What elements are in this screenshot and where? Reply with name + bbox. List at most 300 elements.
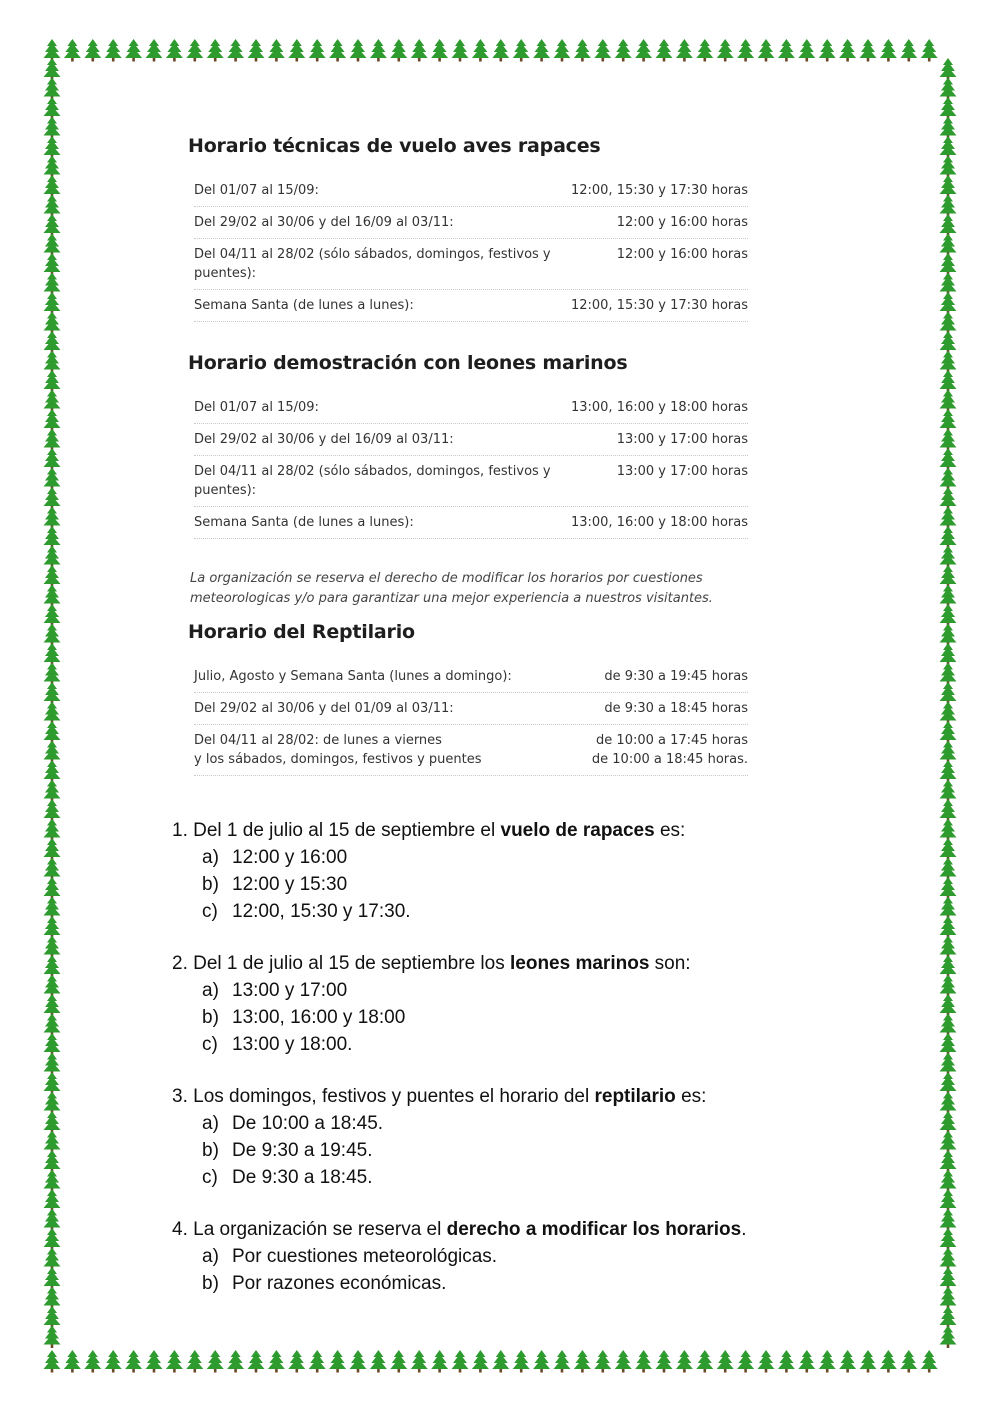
- pine-tree-icon: [737, 39, 754, 62]
- option-text: De 9:30 a 18:45.: [232, 1167, 373, 1188]
- pine-tree-icon: [44, 468, 61, 491]
- times-text: 12:00 y 16:00 horas: [616, 247, 748, 262]
- pine-tree-icon: [411, 1350, 428, 1373]
- pine-tree-icon: [44, 741, 61, 764]
- pine-tree-icon: [940, 136, 957, 159]
- pine-tree-icon: [248, 1350, 265, 1373]
- pine-tree-icon: [696, 1350, 713, 1373]
- pine-tree-icon: [105, 1350, 122, 1373]
- answer-option[interactable]: [172, 1243, 832, 1270]
- pine-tree-icon: [390, 39, 407, 62]
- pine-tree-icon: [940, 331, 957, 354]
- pine-tree-icon: [207, 1350, 224, 1373]
- pine-tree-icon: [940, 195, 957, 218]
- pine-tree-icon: [44, 1287, 61, 1310]
- pine-tree-icon: [44, 234, 61, 257]
- pine-tree-icon: [860, 39, 877, 62]
- pine-tree-icon: [940, 975, 957, 998]
- pine-tree-icon: [554, 39, 571, 62]
- period-text: Del 29/02 al 30/06 y del 16/09 al 03/11:: [194, 215, 454, 230]
- pine-tree-icon: [44, 546, 61, 569]
- pine-tree-icon: [370, 39, 387, 62]
- pine-tree-icon: [44, 760, 61, 783]
- pine-tree-icon: [44, 370, 61, 393]
- answer-option[interactable]: [172, 871, 832, 898]
- pine-tree-icon: [248, 39, 265, 62]
- option-letter: a): [202, 847, 219, 868]
- pine-tree-icon: [44, 604, 61, 627]
- pine-tree-icon: [44, 780, 61, 803]
- notice-line: La organización se reserva el derecho de modificar los horarios por cuestiones: [190, 571, 703, 586]
- option-letter: c): [202, 1167, 218, 1188]
- pine-tree-icon: [44, 916, 61, 939]
- pine-tree-icon: [940, 1033, 957, 1056]
- pine-tree-icon: [44, 175, 61, 198]
- option-text: Por cuestiones meteorológicas.: [232, 1246, 498, 1267]
- pine-tree-icon: [44, 253, 61, 276]
- question-keyword: vuelo de rapaces: [500, 820, 655, 841]
- schedule-row: [194, 207, 748, 239]
- pine-tree-icon: [44, 1209, 61, 1232]
- pine-tree-icon: [44, 1306, 61, 1329]
- option-letter: a): [202, 1246, 219, 1267]
- question-keyword: derecho a modificar los horarios: [446, 1219, 742, 1240]
- pine-tree-icon: [940, 507, 957, 530]
- period-line: y los sábados, domingos, festivos y puentes: [194, 752, 482, 767]
- pine-tree-icon: [44, 585, 61, 608]
- pine-tree-icon: [940, 370, 957, 393]
- pine-tree-icon: [940, 741, 957, 764]
- schedule-row: [194, 661, 748, 693]
- pine-tree-icon: [44, 526, 61, 549]
- pine-tree-icon: [940, 955, 957, 978]
- option-text: De 9:30 a 19:45.: [232, 1140, 373, 1161]
- pine-tree-icon: [940, 624, 957, 647]
- question-text-end: .: [741, 1219, 747, 1240]
- pine-tree-icon: [635, 39, 652, 62]
- pine-tree-icon: [940, 1267, 957, 1290]
- answer-option[interactable]: [172, 1137, 832, 1164]
- pine-tree-icon: [146, 1350, 163, 1373]
- pine-tree-icon: [44, 877, 61, 900]
- pine-tree-icon: [44, 195, 61, 218]
- pine-tree-icon: [513, 39, 530, 62]
- question-text-end: son:: [649, 953, 691, 974]
- pine-tree-icon: [940, 682, 957, 705]
- pine-tree-icon: [940, 1189, 957, 1212]
- schedule-row: [194, 693, 748, 725]
- schedule-row: [194, 424, 748, 456]
- pine-tree-icon: [737, 1350, 754, 1373]
- pine-tree-icon: [44, 331, 61, 354]
- pine-tree-icon: [472, 39, 489, 62]
- pine-tree-icon: [900, 39, 917, 62]
- pine-tree-icon: [940, 702, 957, 725]
- pine-tree-icon: [309, 1350, 326, 1373]
- pine-tree-icon: [44, 1150, 61, 1173]
- pine-tree-icon: [44, 507, 61, 530]
- question-text: Del 1 de julio al 15 de septiembre los: [193, 953, 510, 974]
- period-text: Del 29/02 al 30/06 y del 01/09 al 03/11:: [194, 701, 454, 716]
- pine-tree-icon: [44, 1092, 61, 1115]
- question-keyword: leones marinos: [510, 953, 650, 974]
- question-keyword: reptilario: [594, 1086, 676, 1107]
- pine-tree-icon: [717, 39, 734, 62]
- times-text: 13:00 y 17:00 horas: [616, 432, 748, 447]
- pine-tree-icon: [940, 819, 957, 842]
- period-text: Julio, Agosto y Semana Santa (lunes a domingo):: [194, 669, 512, 684]
- period-line: Del 04/11 al 28/02: de lunes a viernes: [194, 733, 442, 748]
- answer-option[interactable]: [172, 1031, 832, 1058]
- pine-tree-icon: [533, 39, 550, 62]
- pine-tree-icon: [44, 702, 61, 725]
- pine-tree-icon: [940, 1092, 957, 1115]
- pine-tree-icon: [370, 1350, 387, 1373]
- times-text: 13:00, 16:00 y 18:00 horas: [570, 400, 748, 415]
- pine-tree-icon: [84, 1350, 101, 1373]
- pine-tree-icon: [940, 838, 957, 861]
- pine-tree-icon: [940, 78, 957, 101]
- pine-tree-icon: [940, 1209, 957, 1232]
- pine-tree-icon: [819, 39, 836, 62]
- option-letter: a): [202, 1113, 219, 1134]
- option-text: 13:00, 16:00 y 18:00: [232, 1007, 406, 1028]
- pine-tree-icon: [329, 1350, 346, 1373]
- pine-tree-icon: [940, 565, 957, 588]
- pine-tree-icon: [44, 799, 61, 822]
- pine-tree-icon: [44, 1033, 61, 1056]
- pine-tree-icon: [940, 1170, 957, 1193]
- pine-tree-icon: [44, 936, 61, 959]
- pine-tree-icon: [186, 39, 203, 62]
- pine-tree-icon: [350, 39, 367, 62]
- schedule-row: [194, 725, 748, 776]
- pine-tree-icon: [940, 273, 957, 296]
- question-stem: [172, 951, 832, 977]
- pine-tree-icon: [44, 58, 61, 81]
- pine-tree-icon: [44, 1053, 61, 1076]
- pine-tree-icon: [44, 1350, 61, 1373]
- option-text: 13:00 y 17:00: [232, 980, 348, 1001]
- pine-tree-icon: [309, 39, 326, 62]
- times-text: 13:00 y 17:00 horas: [616, 464, 748, 479]
- times-text: 13:00, 16:00 y 18:00 horas: [570, 515, 748, 530]
- pine-tree-icon: [166, 39, 183, 62]
- pine-tree-icon: [492, 1350, 509, 1373]
- option-letter: b): [202, 1007, 219, 1028]
- question-number: 1.: [172, 820, 188, 841]
- pine-tree-icon: [492, 39, 509, 62]
- pine-tree-icon: [44, 1326, 61, 1349]
- schedule-row: [194, 290, 748, 322]
- pine-tree-icon: [615, 39, 632, 62]
- pine-tree-icon: [350, 1350, 367, 1373]
- pine-tree-icon: [940, 643, 957, 666]
- pine-tree-icon: [472, 1350, 489, 1373]
- pine-tree-icon: [64, 39, 81, 62]
- pine-tree-icon: [758, 39, 775, 62]
- option-letter: a): [202, 980, 219, 1001]
- pine-tree-icon: [452, 39, 469, 62]
- pine-tree-icon: [940, 1150, 957, 1173]
- pine-tree-icon: [798, 1350, 815, 1373]
- pine-tree-icon: [44, 838, 61, 861]
- pine-tree-icon: [390, 1350, 407, 1373]
- pine-tree-icon: [940, 877, 957, 900]
- period-text: Del 04/11 al 28/02 (sólo sábados, domingos, festivos y puentes):: [194, 247, 551, 281]
- pine-tree-icon: [452, 1350, 469, 1373]
- pine-tree-icon: [676, 1350, 693, 1373]
- pine-tree-icon: [940, 175, 957, 198]
- pine-tree-icon: [940, 468, 957, 491]
- pine-tree-icon: [940, 97, 957, 120]
- option-letter: b): [202, 1273, 219, 1294]
- pine-tree-icon: [84, 39, 101, 62]
- pine-tree-icon: [940, 409, 957, 432]
- pine-tree-icon: [44, 1131, 61, 1154]
- period-text: Del 01/07 al 15/09:: [194, 183, 319, 198]
- pine-tree-icon: [940, 448, 957, 471]
- schedule-table: [194, 175, 748, 322]
- pine-tree-icon: [940, 994, 957, 1017]
- question-3: [172, 1084, 832, 1191]
- pine-tree-icon: [44, 1014, 61, 1037]
- pine-tree-icon: [44, 429, 61, 452]
- pine-tree-icon: [676, 39, 693, 62]
- answer-option[interactable]: [172, 1270, 832, 1297]
- question-4: [172, 1217, 832, 1297]
- pine-tree-icon: [44, 1189, 61, 1212]
- section-rapaces: [188, 135, 748, 322]
- question-text-end: es:: [654, 820, 686, 841]
- answer-option[interactable]: [172, 898, 832, 925]
- pine-tree-icon: [554, 1350, 571, 1373]
- pine-tree-icon: [940, 117, 957, 140]
- pine-tree-icon: [431, 39, 448, 62]
- section-title: Horario demostración con leones marinos: [188, 352, 628, 374]
- pine-tree-icon: [329, 39, 346, 62]
- pine-tree-icon: [44, 156, 61, 179]
- pine-tree-icon: [64, 1350, 81, 1373]
- period-text: Del 29/02 al 30/06 y del 16/09 al 03/11:: [194, 432, 454, 447]
- times-text: de 9:30 a 18:45 horas: [604, 701, 748, 716]
- pine-tree-icon: [940, 897, 957, 920]
- schedule-table: [194, 661, 748, 776]
- pine-tree-icon: [940, 916, 957, 939]
- pine-tree-icon: [940, 799, 957, 822]
- pine-tree-icon: [105, 39, 122, 62]
- pine-tree-icon: [431, 1350, 448, 1373]
- question-number: 2.: [172, 953, 188, 974]
- pine-tree-icon: [900, 1350, 917, 1373]
- pine-tree-icon: [574, 1350, 591, 1373]
- pine-tree-icon: [44, 643, 61, 666]
- times-line: de 10:00 a 18:45 horas.: [591, 752, 748, 767]
- pine-tree-icon: [44, 214, 61, 237]
- pine-tree-icon: [594, 1350, 611, 1373]
- option-text: De 10:00 a 18:45.: [232, 1113, 384, 1134]
- pine-tree-icon: [778, 39, 795, 62]
- pine-tree-icon: [940, 487, 957, 510]
- pine-tree-icon: [533, 1350, 550, 1373]
- pine-tree-icon: [44, 819, 61, 842]
- pine-tree-icon: [44, 487, 61, 510]
- pine-tree-icon: [940, 1014, 957, 1037]
- pine-tree-icon: [44, 1267, 61, 1290]
- section-title: Horario del Reptilario: [188, 621, 415, 643]
- pine-tree-icon: [940, 546, 957, 569]
- question-text-end: es:: [675, 1086, 707, 1107]
- pine-tree-icon: [880, 1350, 897, 1373]
- times-text: 12:00, 15:30 y 17:30 horas: [570, 183, 748, 198]
- pine-tree-icon: [44, 351, 61, 374]
- pine-tree-icon: [940, 253, 957, 276]
- answer-option[interactable]: [172, 844, 832, 871]
- pine-tree-icon: [940, 1072, 957, 1095]
- pine-tree-icon: [778, 1350, 795, 1373]
- question-number: 3.: [172, 1086, 188, 1107]
- pine-tree-icon: [940, 234, 957, 257]
- pine-tree-icon: [574, 39, 591, 62]
- pine-tree-icon: [44, 975, 61, 998]
- schedule-row: [194, 175, 748, 207]
- pine-tree-icon: [44, 858, 61, 881]
- pine-tree-icon: [44, 292, 61, 315]
- pine-tree-icon: [44, 409, 61, 432]
- period-text: [194, 731, 564, 769]
- pine-tree-icon: [44, 117, 61, 140]
- schedule-row: [194, 239, 748, 290]
- pine-tree-icon: [940, 1326, 957, 1349]
- pine-tree-icon: [44, 312, 61, 335]
- quiz-questions: [172, 818, 832, 1323]
- pine-tree-icon: [44, 994, 61, 1017]
- pine-tree-icon: [656, 39, 673, 62]
- times-text: 12:00 y 16:00 horas: [616, 215, 748, 230]
- pine-tree-icon: [940, 1131, 957, 1154]
- period-text: Del 04/11 al 28/02 (sólo sábados, domingos, festivos y puentes):: [194, 464, 551, 498]
- pine-tree-icon: [44, 390, 61, 413]
- pine-tree-icon: [758, 1350, 775, 1373]
- pine-tree-icon: [44, 273, 61, 296]
- pine-tree-icon: [819, 1350, 836, 1373]
- pine-tree-icon: [125, 39, 142, 62]
- question-text: Del 1 de julio al 15 de septiembre el: [193, 820, 501, 841]
- pine-tree-icon: [940, 58, 957, 81]
- times-text: de 9:30 a 19:45 horas: [604, 669, 748, 684]
- pine-tree-icon: [44, 39, 61, 62]
- pine-tree-icon: [940, 858, 957, 881]
- pine-tree-icon: [940, 351, 957, 374]
- period-text: Del 01/07 al 15/09:: [194, 400, 319, 415]
- pine-tree-icon: [186, 1350, 203, 1373]
- pine-tree-icon: [268, 39, 285, 62]
- pine-tree-icon: [44, 136, 61, 159]
- option-text: Por razones económicas.: [232, 1273, 447, 1294]
- option-text: 12:00 y 16:00: [232, 847, 348, 868]
- pine-tree-icon: [44, 682, 61, 705]
- pine-tree-icon: [921, 39, 938, 62]
- question-text: Los domingos, festivos y puentes el horario del: [193, 1086, 595, 1107]
- pine-tree-icon: [44, 955, 61, 978]
- pine-tree-icon: [207, 39, 224, 62]
- schedule-row: [194, 507, 748, 539]
- notice-line: meteorologicas y/o para garantizar una mejor experiencia a nuestros visitantes.: [190, 591, 713, 606]
- pine-tree-icon: [940, 936, 957, 959]
- pine-tree-icon: [940, 663, 957, 686]
- pine-tree-icon: [44, 1228, 61, 1251]
- answer-option[interactable]: [172, 1164, 832, 1191]
- question-stem: [172, 1217, 832, 1243]
- pine-tree-icon: [44, 1248, 61, 1271]
- pine-tree-icon: [940, 604, 957, 627]
- pine-tree-icon: [44, 78, 61, 101]
- pine-tree-icon: [839, 39, 856, 62]
- pine-tree-icon: [940, 292, 957, 315]
- pine-tree-icon: [594, 39, 611, 62]
- times-text: 12:00, 15:30 y 17:30 horas: [570, 298, 748, 313]
- option-letter: b): [202, 874, 219, 895]
- pine-tree-icon: [227, 39, 244, 62]
- pine-tree-icon: [44, 1111, 61, 1134]
- pine-tree-icon: [268, 1350, 285, 1373]
- pine-tree-icon: [940, 312, 957, 335]
- schedule-row: [194, 392, 748, 424]
- pine-tree-icon: [615, 1350, 632, 1373]
- pine-tree-icon: [513, 1350, 530, 1373]
- pine-tree-icon: [44, 97, 61, 120]
- pine-tree-icon: [44, 565, 61, 588]
- pine-tree-icon: [44, 1072, 61, 1095]
- section-leones: [188, 352, 748, 539]
- pine-tree-icon: [940, 760, 957, 783]
- pine-tree-icon: [44, 721, 61, 744]
- pine-tree-icon: [44, 663, 61, 686]
- answer-option[interactable]: [172, 1110, 832, 1137]
- period-text: Semana Santa (de lunes a lunes):: [194, 515, 414, 530]
- schedule-table: [194, 392, 748, 539]
- pine-tree-icon: [411, 39, 428, 62]
- question-stem: [172, 818, 832, 844]
- schedule-notice: [188, 569, 748, 609]
- answer-option[interactable]: [172, 1004, 832, 1031]
- pine-tree-icon: [940, 1287, 957, 1310]
- pine-tree-icon: [940, 526, 957, 549]
- pine-tree-icon: [940, 585, 957, 608]
- times-line: de 10:00 a 17:45 horas: [596, 733, 748, 748]
- pine-tree-icon: [44, 897, 61, 920]
- pine-tree-icon: [880, 39, 897, 62]
- pine-tree-icon: [44, 448, 61, 471]
- pine-tree-icon: [940, 780, 957, 803]
- option-letter: c): [202, 901, 218, 922]
- pine-tree-icon: [146, 39, 163, 62]
- option-text: 13:00 y 18:00.: [232, 1034, 353, 1055]
- pine-tree-icon: [125, 1350, 142, 1373]
- answer-option[interactable]: [172, 977, 832, 1004]
- pine-tree-icon: [940, 1228, 957, 1251]
- question-text: La organización se reserva el: [193, 1219, 447, 1240]
- option-letter: c): [202, 1034, 218, 1055]
- question-stem: [172, 1084, 832, 1110]
- pine-tree-icon: [940, 429, 957, 452]
- pine-tree-icon: [44, 624, 61, 647]
- pine-tree-icon: [166, 1350, 183, 1373]
- pine-tree-icon: [227, 1350, 244, 1373]
- pine-tree-icon: [940, 214, 957, 237]
- pine-tree-icon: [288, 39, 305, 62]
- pine-tree-icon: [940, 1248, 957, 1271]
